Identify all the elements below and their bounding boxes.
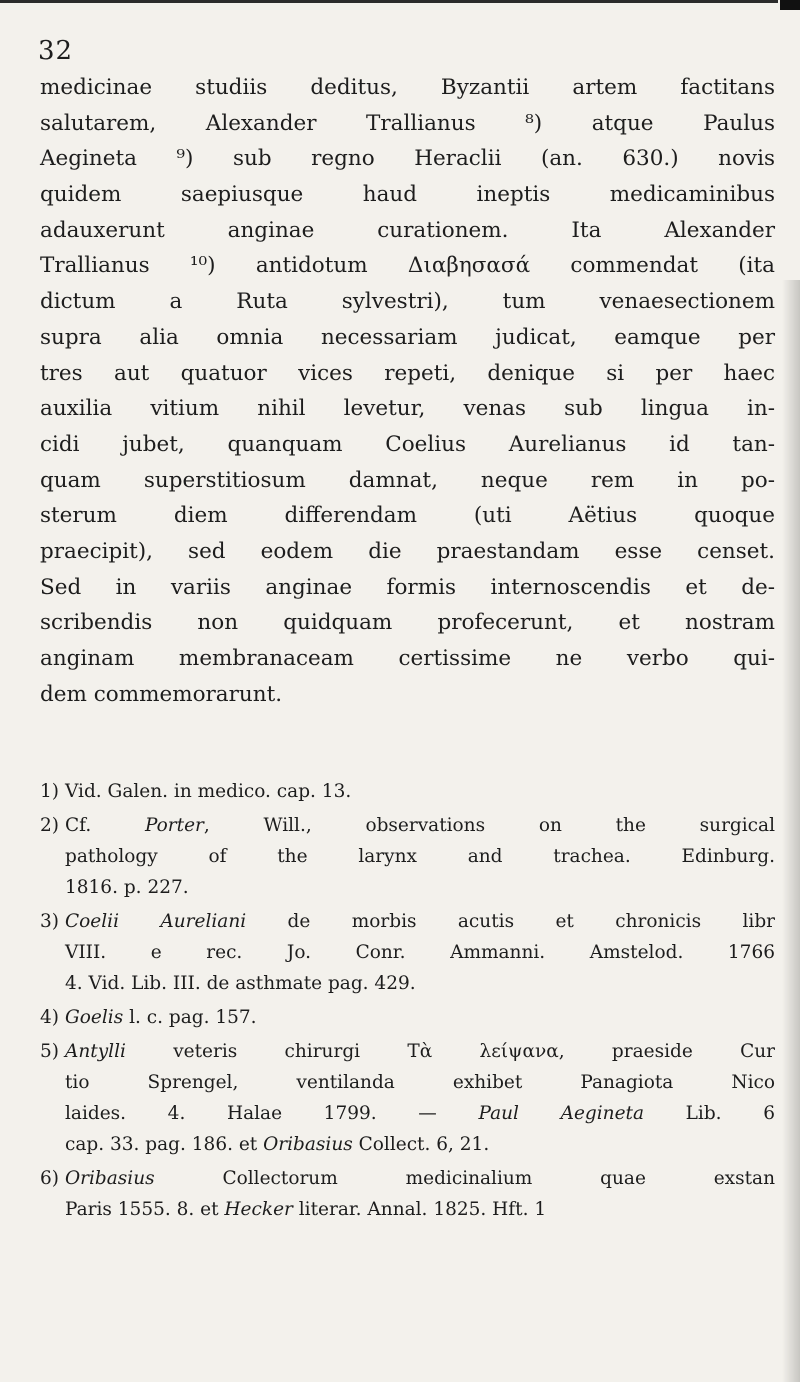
footnote-text: tio Sprengel, ventilanda exhibet Panagiota Nico bbox=[65, 1072, 775, 1093]
footnote-text: Cf. bbox=[65, 815, 145, 836]
footnote-text: , Will., observations on the surgical bbox=[203, 815, 775, 836]
page-edge-shadow bbox=[782, 280, 800, 1382]
footnote-text: Lib. 6 bbox=[643, 1103, 775, 1124]
body-line: auxilia vitium nihil levetur, venas sub lingua in- bbox=[40, 396, 775, 422]
footnote bbox=[40, 810, 775, 903]
body-line: sterum diem differendam (uti Aëtius quoque bbox=[40, 503, 775, 529]
footnote bbox=[40, 1036, 775, 1160]
body-line: tres aut quatuor vices repeti, denique si per haec bbox=[40, 360, 775, 386]
footnote bbox=[40, 1002, 775, 1033]
body-line: anginam membranaceam certissime ne verbo qui- bbox=[40, 646, 775, 671]
footnote-line bbox=[40, 1067, 775, 1098]
footnote-text: Paris 1555. 8. et bbox=[65, 1199, 225, 1220]
body-line: supra alia omnia necessariam judicat, eamque per bbox=[40, 324, 775, 350]
footnote-italic-text: Coelii Aureliani bbox=[65, 911, 247, 932]
footnote-text: Collectorum medicinalium quae exstan bbox=[154, 1168, 775, 1189]
body-line: medicinae studiis deditus, Byzantii artem factitans bbox=[40, 75, 775, 100]
footnote-text: cap. 33. pag. 186. et bbox=[65, 1134, 264, 1155]
footnote-italic-text: Hecker bbox=[224, 1199, 293, 1220]
footnote-italic-text: Goelis bbox=[65, 1007, 124, 1028]
body-line: cidi jubet, quanquam Coelius Aurelianus id tan- bbox=[40, 431, 775, 457]
footnote-text: l. c. pag. 157. bbox=[123, 1007, 257, 1028]
footnote-number: 2) bbox=[40, 815, 59, 836]
footnote-text: literar. Annal. 1825. Hft. 1 bbox=[292, 1199, 547, 1220]
footnote-text: pathology of the larynx and trachea. Edinburg. bbox=[65, 846, 775, 867]
footnote-line bbox=[40, 937, 775, 968]
footnote-line bbox=[40, 1129, 775, 1160]
body-line: scribendis non quidquam profecerunt, et nostram bbox=[40, 610, 775, 636]
footnote-number: 6) bbox=[40, 1168, 59, 1189]
footnote-text: 1816. p. 227. bbox=[65, 877, 189, 898]
footnote-number: 1) bbox=[40, 781, 59, 802]
footnote-line bbox=[40, 1098, 775, 1129]
footnote bbox=[40, 776, 775, 807]
footnote-italic-text: Oribasius bbox=[65, 1168, 155, 1189]
footnote-line bbox=[40, 968, 775, 999]
footnote-line bbox=[40, 810, 775, 841]
footnote-line bbox=[40, 841, 775, 872]
footnote-line bbox=[40, 872, 775, 903]
footnote-italic-text: Antylli bbox=[65, 1041, 126, 1062]
footnote-line bbox=[40, 1163, 775, 1194]
footnote-text: veteris chirurgi Τὰ λείψανα, praeside Cur bbox=[125, 1041, 775, 1062]
footnote bbox=[40, 906, 775, 999]
body-line: Sed in variis anginae formis internoscendis et de- bbox=[40, 574, 775, 600]
footnote-line bbox=[40, 776, 775, 807]
footnote-line bbox=[40, 1194, 775, 1225]
footnote-number: 5) bbox=[40, 1041, 59, 1062]
footnote-number: 4) bbox=[40, 1007, 59, 1028]
body-line: dem commemorarunt. bbox=[40, 681, 283, 707]
footnote-line bbox=[40, 906, 775, 937]
body-line: adauxerunt anginae curationem. Ita Alexander bbox=[40, 217, 775, 243]
body-line: quidem saepiusque haud ineptis medicaminibus bbox=[40, 182, 775, 208]
footnote-text: laides. 4. Halae 1799. — bbox=[65, 1103, 479, 1124]
footnotes bbox=[40, 776, 775, 1228]
body-line: praecipit), sed eodem die praestandam esse censet. bbox=[40, 538, 775, 564]
footnote-text: de morbis acutis et chronicis libr bbox=[246, 911, 776, 932]
footnote-italic-text: Paul Aegineta bbox=[478, 1103, 644, 1124]
page-number: 32 bbox=[38, 36, 74, 66]
body-line: dictum a Ruta sylvestri), tum venaesectionem bbox=[40, 289, 775, 315]
footnote-line bbox=[40, 1002, 775, 1033]
body-line: Aegineta ⁹) sub regno Heraclii (an. 630.) novis bbox=[40, 146, 775, 172]
body-line: Trallianus ¹⁰) antidotum Διαβησασά commendat (ita bbox=[40, 253, 775, 279]
top-corner-mark bbox=[780, 0, 800, 10]
footnote-line bbox=[40, 1036, 775, 1067]
footnote-text: 4. Vid. Lib. III. de asthmate pag. 429. bbox=[65, 973, 416, 994]
footnote-text: Collect. 6, 21. bbox=[352, 1134, 490, 1155]
footnote-number: 3) bbox=[40, 911, 59, 932]
body-line: quam superstitiosum damnat, neque rem in po- bbox=[40, 467, 775, 493]
top-rule bbox=[0, 0, 778, 3]
body-line: salutarem, Alexander Trallianus ⁸) atque Paulus bbox=[40, 110, 775, 136]
footnote-italic-text: Porter bbox=[144, 815, 204, 836]
footnote-text: Vid. Galen. in medico. cap. 13. bbox=[65, 781, 352, 802]
footnote bbox=[40, 1163, 775, 1225]
main-text bbox=[40, 70, 775, 712]
footnote-italic-text: Oribasius bbox=[263, 1134, 353, 1155]
footnote-text: VIII. e rec. Jo. Conr. Ammanni. Amstelod. 1766 bbox=[65, 942, 775, 963]
